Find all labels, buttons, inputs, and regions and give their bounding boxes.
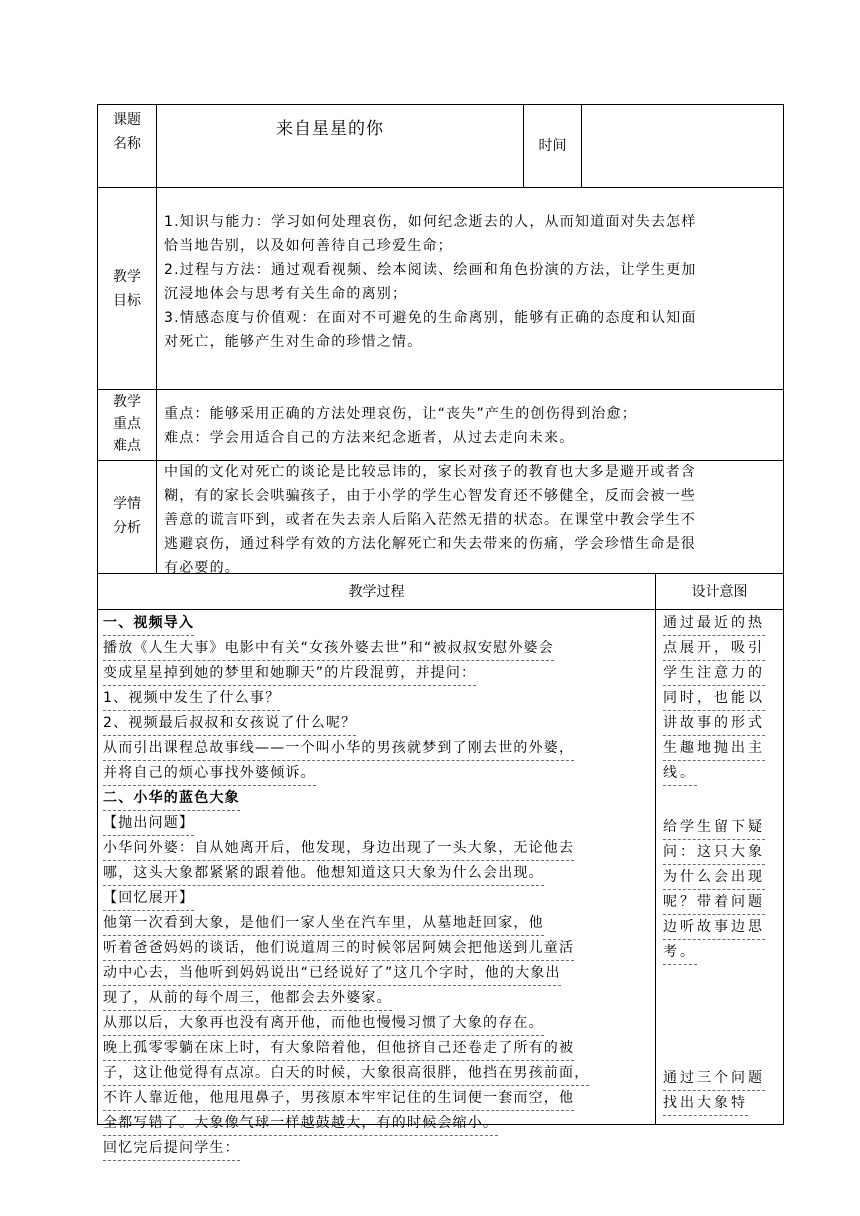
intent-line: 生趣地抛出主 xyxy=(663,736,781,761)
process-line: 从而引出课程总故事线——一个叫小华的男孩就梦到了刚去世的外婆， xyxy=(103,736,653,761)
objectives-label-line: 目标 xyxy=(113,293,141,309)
process-line: 不许人靠近他，他甩甩鼻子，男孩原本牢牢记住的生词便一套而空，他 xyxy=(103,1086,653,1111)
process-line: 他第一次看到大象，是他们一家人坐在汽车里，从墓地赶回家，他 xyxy=(103,911,653,936)
analysis-line: 糊，有的家长会哄骗孩子，由于小学的学生心智发育还不够健全，反而会被一些 xyxy=(164,488,696,504)
analysis-line: 善意的谎言吓到，或者在失去亲人后陷入茫然无措的状态。在课堂中教会学生不 xyxy=(164,512,696,528)
intent-block-2 xyxy=(663,815,781,965)
section-heading: 二、小华的蓝色大象 xyxy=(103,786,653,811)
section-heading: 一、视频导入 xyxy=(103,611,653,636)
objectives-line: 1.知识与能力：学习如何处理哀伤，如何纪念逝去的人，从而知道面对失去怎样 xyxy=(164,214,697,230)
process-line: 小华问外婆：自从她离开后，他发现，身边出现了一头大象，无论他去 xyxy=(103,836,653,861)
process-line: 动中心去，当他听到妈妈说出“已经说好了”这几个字时，他的大象出 xyxy=(103,961,653,986)
process-line: 子，这让他觉得有点凉。白天的时候，大象很高很胖，他挡在男孩前面， xyxy=(103,1061,653,1086)
intent-block-1 xyxy=(663,611,781,786)
objectives-line: 沉浸地体会与思考有关生命的离别； xyxy=(164,286,408,302)
time-label: 时间 xyxy=(538,138,567,154)
process-line: 听着爸爸妈妈的谈话，他们说道周三的时候邻居阿姨会把他送到儿童活 xyxy=(103,936,653,961)
process-line: 播放《人生大事》电影中有关“女孩外婆去世”和“被叔叔安慰外婆会 xyxy=(103,636,653,661)
key-points-label-line: 教学 xyxy=(113,394,141,410)
topic-label-line: 名称 xyxy=(113,136,141,152)
objectives-text xyxy=(164,210,697,354)
col-divider xyxy=(156,104,157,573)
col-divider xyxy=(655,573,656,1124)
process-line: 全都写错了。大象像气球一样越鼓越大，有的时候会缩小。 xyxy=(103,1111,653,1136)
intent-line: 问：这只大象 xyxy=(663,840,781,865)
topic-label-line: 课题 xyxy=(113,112,141,128)
table-border-left xyxy=(97,104,98,1125)
objectives-line: 2.过程与方法：通过观看视频、绘本阅读、绘画和角色扮演的方法，让学生更加 xyxy=(164,262,697,278)
process-column-header: 教学过程 xyxy=(348,584,405,600)
process-line: 从那以后，大象再也没有离开他，而他也慢慢习惯了大象的存在。 xyxy=(103,1011,653,1036)
intent-line: 呢？带着问题 xyxy=(663,890,781,915)
intent-line: 讲故事的形式 xyxy=(663,711,781,736)
process-content xyxy=(103,611,653,1161)
key-points-line: 重点：能够采用正确的方法处理哀伤，让“丧失”产生的创伤得到治愈； xyxy=(164,406,637,422)
col-divider xyxy=(581,104,582,187)
key-points-label-line: 重点 xyxy=(113,416,141,432)
key-points-label-line: 难点 xyxy=(113,438,141,454)
intent-line: 线。 xyxy=(663,761,781,786)
objectives-line: 恰当地告别，以及如何善待自己珍爱生命； xyxy=(164,238,453,254)
process-line: 1、视频中发生了什么事？ xyxy=(103,686,653,711)
key-points-label xyxy=(98,391,156,457)
row-divider xyxy=(97,609,784,610)
analysis-label xyxy=(98,492,156,540)
intent-line: 考。 xyxy=(663,940,781,965)
process-line: 【回忆展开】 xyxy=(103,886,653,911)
key-points-text xyxy=(164,402,637,450)
intent-line: 边听故事边思 xyxy=(663,915,781,940)
table-border-top xyxy=(97,104,784,105)
process-line: 回忆完后提问学生： xyxy=(103,1136,653,1161)
page-title: 来自星星的你 xyxy=(276,119,384,139)
intent-line: 通过三个问题 xyxy=(663,1066,781,1091)
objectives-label xyxy=(98,265,156,313)
process-line: 【抛出问题】 xyxy=(103,811,653,836)
key-points-line: 难点：学会用适合自己的方法来纪念逝者，从过去走向未来。 xyxy=(164,430,575,446)
intent-block-3 xyxy=(663,1066,781,1116)
analysis-label-line: 分析 xyxy=(113,520,141,536)
process-line: 哪，这头大象都紧紧的跟着他。他想知道这只大象为什么会出现。 xyxy=(103,861,653,886)
intent-line: 点展开，吸引 xyxy=(663,636,781,661)
table-border-right xyxy=(783,104,784,1125)
process-line: 现了，从前的每个周三，他都会去外婆家。 xyxy=(103,986,653,1011)
process-line: 变成星星掉到她的梦里和她聊天”的片段混剪，并提问： xyxy=(103,661,653,686)
row-divider xyxy=(97,389,784,390)
topic-label xyxy=(98,108,156,156)
analysis-line: 中国的文化对死亡的谈论是比较忌讳的，家长对孩子的教育也大多是避开或者含 xyxy=(164,464,696,480)
analysis-line: 有必要的。 xyxy=(164,560,240,576)
intent-line: 通过最近的热 xyxy=(663,611,781,636)
objectives-line: 3.情感态度与价值观：在面对不可避免的生命离别，能够有正确的态度和认知面 xyxy=(164,310,697,326)
process-line: 晚上孤零零躺在床上时，有大象陪着他，但他挤自己还卷走了所有的被 xyxy=(103,1036,653,1061)
analysis-label-line: 学情 xyxy=(113,496,141,512)
objectives-label-line: 教学 xyxy=(113,269,141,285)
process-line: 2、视频最后叔叔和女孩说了什么呢？ xyxy=(103,711,653,736)
intent-line: 给学生留下疑 xyxy=(663,815,781,840)
row-divider xyxy=(97,187,784,188)
analysis-line: 逃避哀伤，通过科学有效的方法化解死亡和失去带来的伤痛，学会珍惜生命是很 xyxy=(164,536,696,552)
process-line: 并将自己的烦心事找外婆倾诉。 xyxy=(103,761,653,786)
intent-line: 找出大象特 xyxy=(663,1091,781,1116)
objectives-line: 对死亡，能够产生对生命的珍惜之情。 xyxy=(164,334,423,350)
intent-column-header: 设计意图 xyxy=(691,584,748,600)
intent-line: 同时，也能以 xyxy=(663,686,781,711)
analysis-text xyxy=(164,460,696,580)
intent-line: 学生注意力的 xyxy=(663,661,781,686)
intent-line: 为什么会出现 xyxy=(663,865,781,890)
